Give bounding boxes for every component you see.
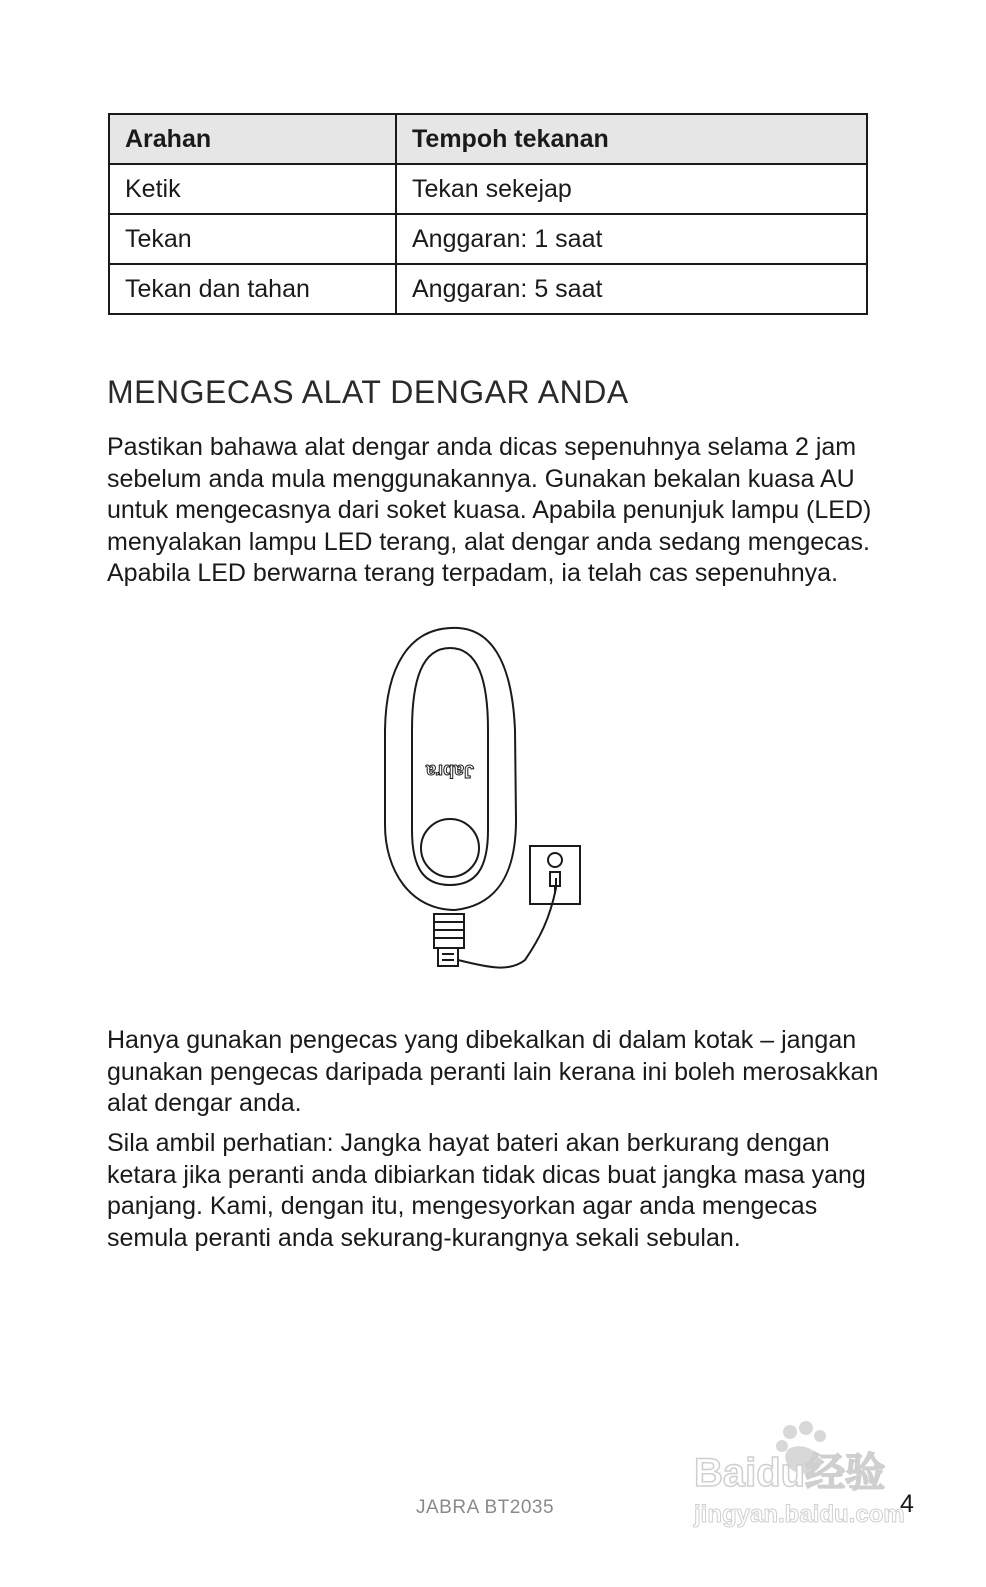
section-title: MENGECAS ALAT DENGAR ANDA — [107, 374, 629, 410]
baidu-watermark — [690, 1418, 920, 1533]
charger-cable — [458, 878, 556, 968]
table-row — [109, 264, 867, 314]
table-cell: Anggaran: 5 saat — [396, 264, 867, 314]
table-cell: Ketik — [109, 164, 396, 214]
table-header-cell: Tempoh tekanan — [396, 114, 867, 164]
charger-illustration — [370, 620, 600, 980]
table-row — [109, 214, 867, 264]
page-number: 4 — [900, 1490, 914, 1518]
battery-note-paragraph: Sila ambil perhatian: Jangka hayat bateri akan berkurang dengan ketara jika peranti anda dibiarkan tidak dicas buat jangka masa yang panjang. Kami, dengan itu, mengesyorkan agar anda mengecas semula peranti anda sekurang-kurangnya sekali sebulan. — [107, 1129, 866, 1252]
table-cell: Tekan dan tahan — [109, 264, 396, 314]
charging-instructions-paragraph: Pastikan bahawa alat dengar anda dicas sepenuhnya selama 2 jam sebelum anda mula menggunakannya. Gunakan bekalan kuasa AU untuk mengecasnya dari soket kuasa. Apabila penunjuk lampu (LED) menyalakan lampu LED terang, alat dengar anda sedang mengecas. Apabila LED berwarna terang terpadam, ia telah cas sepenuhnya. — [107, 433, 872, 587]
table-header-cell: Arahan — [109, 114, 396, 164]
watermark-brand: Baidu经验 — [694, 1451, 886, 1495]
table-cell: Tekan sekejap — [396, 164, 867, 214]
table-cell: Anggaran: 1 saat — [396, 214, 867, 264]
watermark-url: jingyan.baidu.com — [694, 1501, 905, 1528]
table-row — [109, 164, 867, 214]
footer-model: JABRA BT2035 — [416, 1497, 555, 1518]
device-logo: Jabra — [425, 761, 475, 781]
press-duration-table — [108, 113, 868, 315]
table-cell: Tekan — [109, 214, 396, 264]
charger-warning-paragraph: Hanya gunakan pengecas yang dibekalkan di dalam kotak – jangan gunakan pengecas daripada peranti lain kerana ini boleh merosakkan alat dengar anda. — [107, 1026, 879, 1117]
table-header-row — [109, 114, 867, 164]
charger-button — [421, 819, 479, 877]
